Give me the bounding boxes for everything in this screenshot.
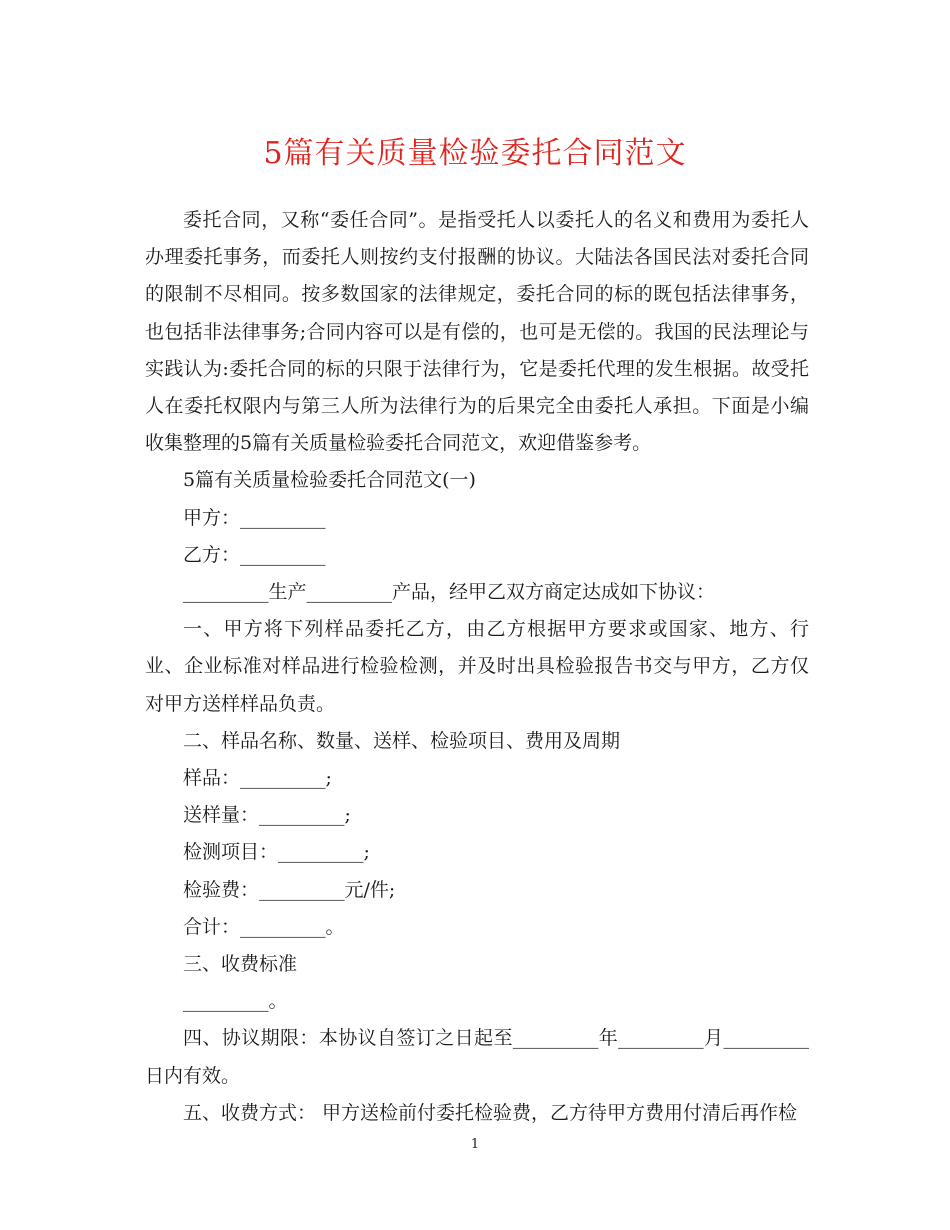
test-items-line: 检测项目：_________;	[183, 841, 370, 864]
total-line: 合计：_________。	[183, 915, 345, 938]
inspection-fee-line: 检验费：_________元/件;	[183, 878, 396, 901]
fee-standard-blank: _________。	[183, 990, 288, 1013]
sample-quantity-line: 送样量：_________;	[183, 804, 351, 827]
section-heading: 5篇有关质量检验委托合同范文(一)	[183, 469, 476, 492]
clause-2-heading: 二、样品名称、数量、送样、检验项目、费用及周期	[183, 729, 621, 752]
clause-5: 五、收费方式： 甲方送检前付委托检验费，乙方待甲方费用付清后再作检	[183, 1101, 798, 1124]
document-body	[145, 202, 809, 1132]
party-b-line: 乙方：_________	[183, 543, 326, 566]
sample-line: 样品：_________;	[183, 767, 332, 790]
page-number: 1	[470, 1137, 480, 1152]
clause-1: 一、甲方将下列样品委托乙方，由乙方根据甲方要求或国家、地方、行业、企业标准对样品进行检验检测，并及时出具检验报告书交与甲方，乙方仅对甲方送样样品负责。	[145, 618, 809, 715]
party-a-line: 甲方：_________	[183, 506, 326, 529]
clause-4: 四、协议期限：本协议自签订之日起至_________年_________月_________日内有效。	[145, 1027, 809, 1087]
document-title: 5篇有关质量检验委托合同范文	[263, 136, 687, 171]
clause-3-heading: 三、收费标准	[183, 953, 298, 976]
agreement-line: _________生产_________产品，经甲乙双方商定达成如下协议：	[183, 581, 716, 604]
intro-paragraph: 委托合同，又称“委任合同”。是指受托人以委托人的名义和费用为委托人办理委托事务，而委托人则按约支付报酬的协议。大陆法各国民法对委托合同的限制不尽相同。按多数国家的法律规定，委托合同的标的既包括法律事务，也包括非法律事务;合同内容可以是有偿的，也可是无偿的。我国的民法理论与实践认为:委托合同的标的只限于法律行为，它是委托代理的发生根据。故受托人在委托权限内与第三人所为法律行为的后果完全由委托人承担。下面是小编收集整理的5篇有关质量检验委托合同范文，欢迎借鉴参考。	[145, 209, 809, 455]
